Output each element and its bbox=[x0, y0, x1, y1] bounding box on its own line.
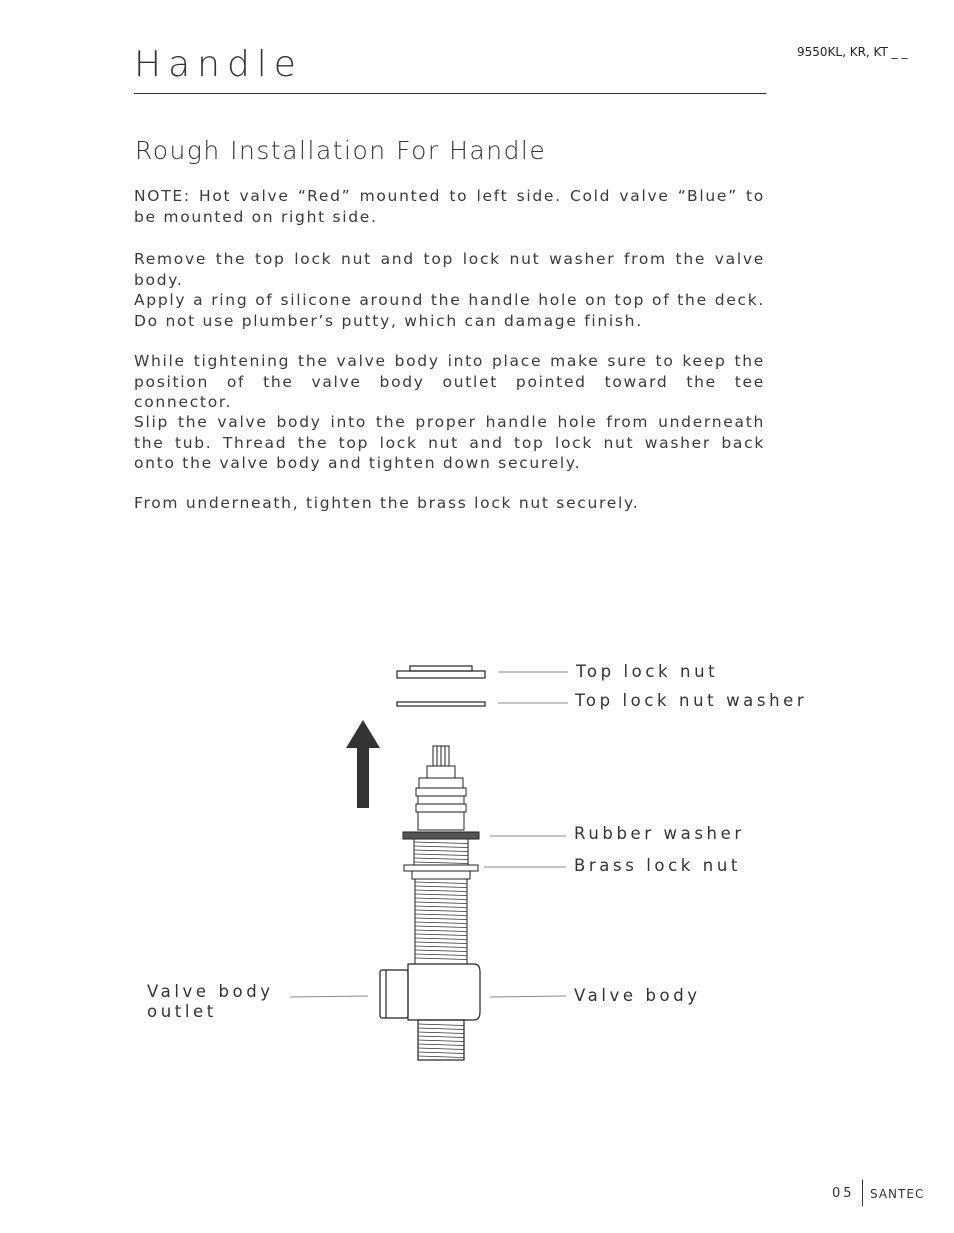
page-number: 05 bbox=[832, 1186, 855, 1201]
paragraph-tighten: While tightening the valve body into place make sure to keep the position of the valve body outlet pointed toward the tee connector. bbox=[134, 352, 765, 411]
footer-separator bbox=[862, 1180, 863, 1206]
outlet-thread-line bbox=[418, 1052, 464, 1054]
top-lock-nut-shape bbox=[397, 666, 485, 678]
page-title: Handle bbox=[134, 44, 303, 85]
outlet-thread-line bbox=[418, 1036, 464, 1038]
thread-line bbox=[415, 930, 467, 932]
thread-line bbox=[415, 918, 467, 920]
thread-line bbox=[415, 902, 467, 904]
model-number: 9550KL, KR, KT _ _ bbox=[797, 45, 908, 59]
valve-stem-shape bbox=[416, 746, 466, 830]
thread-line bbox=[415, 922, 467, 924]
thread-line bbox=[415, 926, 467, 928]
thread-line bbox=[415, 886, 467, 888]
outlet-thread-line bbox=[418, 1032, 464, 1034]
thread-line bbox=[415, 954, 467, 956]
rubber-washer-shape bbox=[403, 832, 479, 839]
thread-line bbox=[415, 894, 467, 896]
paragraph-note: NOTE: Hot valve “Red” mounted to left side. Cold valve “Blue” to be mounted on right side. bbox=[134, 187, 765, 226]
thread-line bbox=[415, 906, 467, 908]
label-valve-body: Valve body bbox=[574, 986, 701, 1005]
thread-line bbox=[415, 946, 467, 948]
thread-line bbox=[414, 846, 468, 848]
thread-line bbox=[415, 934, 467, 936]
paragraph-slip: Slip the valve body into the proper handle hole from underneath the tub. Thread the top lock nut and top lock nut washer back onto the valve body and tighten down securely. bbox=[134, 413, 765, 472]
paragraph-silicone: Apply a ring of silicone around the handle hole on top of the deck. Do not use plumber’s putty, which can damage finish. bbox=[134, 291, 765, 330]
label-top-lock-nut-washer: Top lock nut washer bbox=[575, 691, 808, 710]
label-top-lock-nut: Top lock nut bbox=[576, 662, 719, 681]
thread-line bbox=[414, 858, 468, 860]
thread-lines bbox=[414, 842, 468, 960]
outlet-thread-line bbox=[418, 1056, 464, 1058]
thread-line bbox=[415, 958, 467, 960]
outlet-thread-line bbox=[418, 1040, 464, 1042]
label-valve-body-outlet-line2: outlet bbox=[147, 1002, 217, 1021]
label-valve-body-outlet-line1: Valve body bbox=[147, 982, 274, 1001]
top-lock-nut-washer-shape bbox=[397, 702, 485, 706]
thread-line bbox=[414, 850, 468, 852]
thread-line bbox=[415, 950, 467, 952]
thread-line bbox=[414, 862, 468, 864]
outlet-thread-line bbox=[418, 1048, 464, 1050]
paragraph-brass: From underneath, tighten the brass lock nut securely. bbox=[134, 494, 640, 512]
footer-brand: SANTEC bbox=[870, 1187, 925, 1201]
thread-line bbox=[415, 938, 467, 940]
thread-line bbox=[415, 890, 467, 892]
outlet-thread-line bbox=[418, 1044, 464, 1046]
outlet-thread-line bbox=[418, 1024, 464, 1026]
thread-line bbox=[414, 854, 468, 856]
label-brass-lock-nut: Brass lock nut bbox=[574, 856, 741, 875]
thread-line bbox=[415, 898, 467, 900]
thread-line bbox=[414, 842, 468, 844]
thread-line bbox=[415, 914, 467, 916]
thread-line bbox=[415, 882, 467, 884]
paragraph-remove: Remove the top lock nut and top lock nut washer from the valve body. bbox=[134, 250, 765, 289]
thread-line bbox=[415, 942, 467, 944]
thread-line bbox=[415, 910, 467, 912]
outlet-thread-line bbox=[418, 1028, 464, 1030]
label-rubber-washer: Rubber washer bbox=[574, 824, 745, 843]
label-valve-body-outlet bbox=[147, 982, 274, 1022]
valve-body-shape bbox=[380, 964, 480, 1060]
outlet-thread-lines bbox=[418, 1024, 464, 1058]
up-arrow-icon bbox=[346, 720, 380, 808]
section-title: Rough Installation For Handle bbox=[135, 136, 547, 165]
